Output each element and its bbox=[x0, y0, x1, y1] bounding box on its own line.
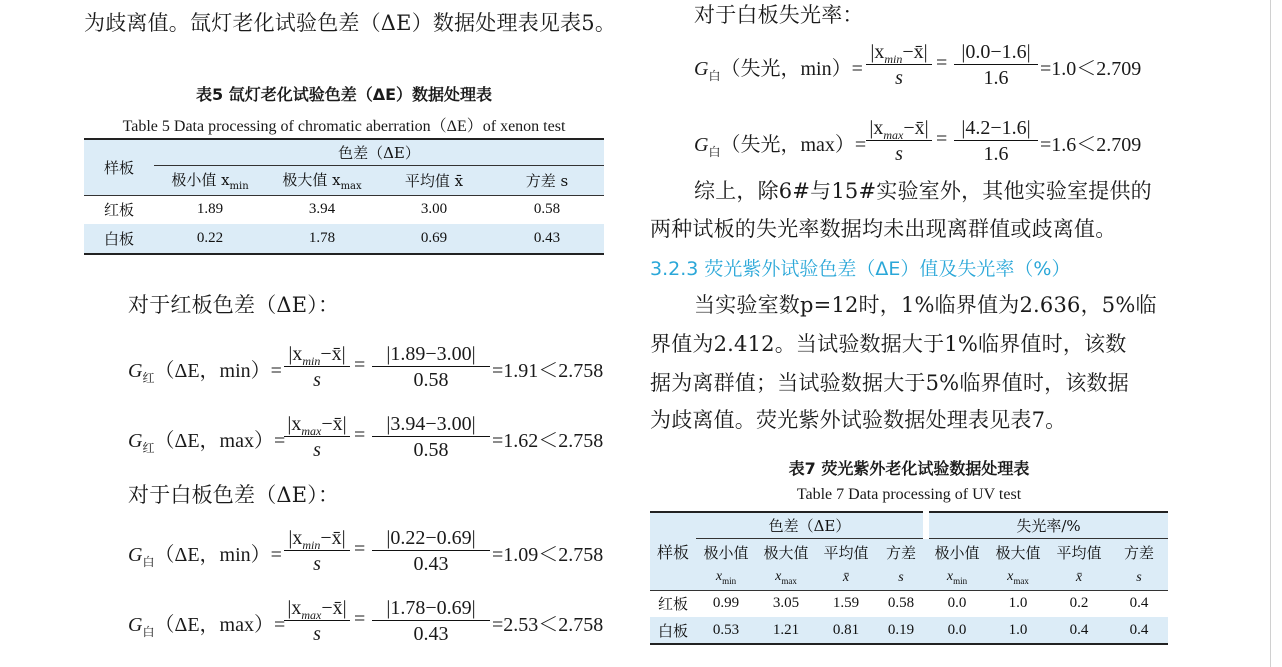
table-cell: 0.0 bbox=[926, 617, 988, 644]
equation-result: =1.6＜2.709 bbox=[1040, 134, 1142, 156]
row-label: 白板 bbox=[84, 224, 154, 254]
table-cell: 0.99 bbox=[712, 595, 740, 612]
equation-lhs: $G_白(\Delta E$，max）= bbox=[128, 614, 286, 639]
table-cell: 1.78 bbox=[266, 224, 378, 254]
equation-lhs: $G_白$（失光，max）= bbox=[694, 134, 867, 159]
table-cell: 0.0 bbox=[947, 595, 967, 612]
table7-subheader: 方差 bbox=[1123, 543, 1154, 562]
equation-fraction-formula: $|x_{min}-x̄|$ s bbox=[284, 342, 350, 392]
equation-fraction-formula: $|x_{max}-x̄|$ s bbox=[284, 412, 350, 462]
equation-white-max: $G_白(\Delta E$，max）= $|x_{max}-x̄|$ s = $\frac{|1.78-0.69|}{0.43}$ =2.53＜2.758 bbox=[128, 597, 604, 645]
white-intro: 对于白板色差（ΔE）： bbox=[128, 483, 340, 507]
table-cell: 0.58 bbox=[887, 595, 915, 612]
table7-subheader: 极小值 bbox=[934, 543, 980, 562]
table-cell: 0.58 bbox=[533, 201, 561, 218]
table7-symbol: $x_{max}$ bbox=[756, 566, 816, 590]
left-paragraph-top: 为歧离值。氙灯老化试验色差（ΔE）数据处理表见表5。 bbox=[84, 11, 617, 35]
table7-caption-en: Table 7 Data processing of UV test bbox=[796, 486, 1022, 503]
row-label: 红板 bbox=[657, 595, 688, 614]
table-cell: 3.94 bbox=[308, 201, 336, 218]
table7-symbol: s bbox=[876, 566, 926, 590]
equation-fraction-values: $\frac{|1.78-0.69|}{0.43}$ bbox=[372, 596, 490, 646]
equation-fraction-values: $\frac{|0.22-0.69|}{0.43}$ bbox=[372, 526, 490, 576]
table-cell: 1.0 bbox=[1008, 595, 1028, 612]
body-line-2: 界值为2.412。当试验数据大于1%临界值时，该数 bbox=[650, 332, 1127, 356]
table-cell: 0.2 bbox=[1069, 595, 1089, 612]
summary-line-1: 综上，除6#与15#实验室外，其他实验室提供的 bbox=[694, 179, 1152, 203]
equation-lhs: $G_白(\Delta E$，min）= bbox=[128, 544, 282, 569]
table-cell: 1.89 bbox=[196, 201, 224, 218]
body-line-3: 据为离群值；当试验数据大于5%临界值时，该数据 bbox=[650, 371, 1129, 395]
table-cell: 0.53 bbox=[696, 617, 756, 644]
equation-white-min: $G_白(\Delta E$，min）= $|x_{min}-x̄|$ s = $\frac{|0.22-0.69|}{0.43}$ =1.09＜2.758 bbox=[128, 527, 604, 575]
table7-subheader: 平均值 bbox=[823, 543, 869, 562]
table7-subheader: 极小值 bbox=[703, 543, 749, 562]
body-line-1: 当实验室数p=12时，1%临界值为2.636，5%临 bbox=[694, 293, 1157, 317]
table7-subheader: 极大值 bbox=[763, 543, 809, 562]
equation-lhs: $G_白$（失光，min）= bbox=[694, 58, 863, 83]
table5-header-group: 色差（ΔE） bbox=[154, 139, 604, 165]
right-paragraph-top: 对于白板失光率： bbox=[694, 3, 864, 27]
table7-symbol: x̄ bbox=[1048, 566, 1110, 590]
equation-fraction-formula: $|x_{min}-x̄|$ s bbox=[284, 526, 350, 576]
equation-fraction-values: $\frac{|0.0-1.6|}{1.6}$ bbox=[954, 40, 1038, 90]
red-intro: 对于红板色差（ΔE）： bbox=[128, 293, 340, 317]
equation-red-max: $G_红(\Delta E$，max）= $|x_{max}-x̄|$ s = $\frac{|3.94-3.00|}{0.58}$ =1.62＜2.758 bbox=[128, 413, 604, 461]
equation-red-min: $G_红(\Delta E$，min）= $|x_{min}-x̄|$ s = $\frac{|1.89-3.00|}{0.58}$ =1.91＜2.758 bbox=[128, 343, 604, 391]
equation-fraction-formula: $|x_{max}-x̄|$ s bbox=[866, 116, 932, 166]
table-cell: 1.0 bbox=[988, 617, 1048, 644]
equation-result: =2.53＜2.758 bbox=[492, 614, 604, 636]
table-cell: 0.81 bbox=[816, 617, 876, 644]
table7-symbol: s bbox=[1110, 566, 1168, 590]
row-label: 白板 bbox=[650, 617, 696, 644]
table7-symbol: $x_{min}$ bbox=[926, 566, 988, 590]
equation-fraction-formula: $|x_{max}-x̄|$ s bbox=[284, 596, 350, 646]
equation-lhs: $G_红(\Delta E$，min）= bbox=[128, 360, 282, 385]
table7-header-group-gloss: 失光率/% bbox=[926, 512, 1168, 538]
table5-subheader: 平均值 x̄ bbox=[378, 165, 490, 195]
table-row bbox=[650, 590, 1168, 617]
table7-caption-cn: 表7 荧光紫外老化试验数据处理表 bbox=[788, 459, 1030, 478]
equation-gloss-max: $G_白$（失光，max）= $|x_{max}-x̄|$ s = $\frac{|4.2-1.6|}{1.6}$ =1.6＜2.709 bbox=[694, 117, 1142, 165]
table5-header-sample: 样板 bbox=[84, 139, 154, 195]
equation-result: =1.0＜2.709 bbox=[1040, 58, 1142, 80]
table-cell: 0.69 bbox=[378, 224, 490, 254]
table-cell: 0.19 bbox=[876, 617, 926, 644]
body-line-4: 为歧离值。荧光紫外试验数据处理表见表7。 bbox=[650, 408, 1067, 432]
table5-subheader: 方差 s bbox=[490, 165, 604, 195]
table-cell: 0.22 bbox=[154, 224, 266, 254]
row-label: 红板 bbox=[103, 201, 134, 220]
table5-subheader: 极大值 $x_{max}$ bbox=[266, 165, 378, 195]
table-row bbox=[84, 195, 604, 224]
equation-fraction-values: $\frac{|1.89-3.00|}{0.58}$ bbox=[372, 342, 490, 392]
equation-gloss-min: $G_白$（失光，min）= $|x_{min}-x̄|$ s = $\frac{|0.0-1.6|}{1.6}$ =1.0＜2.709 bbox=[694, 41, 1142, 89]
table7 bbox=[650, 511, 1168, 645]
summary-line-2: 两种试板的失光率数据均未出现离群值或歧离值。 bbox=[650, 217, 1117, 241]
equation-result: =1.09＜2.758 bbox=[492, 544, 604, 566]
table7-header-group-color: 色差（ΔE） bbox=[696, 512, 926, 538]
equation-fraction-values: $\frac{|3.94-3.00|}{0.58}$ bbox=[372, 412, 490, 462]
table5 bbox=[84, 138, 604, 255]
equation-fraction-values: $\frac{|4.2-1.6|}{1.6}$ bbox=[954, 116, 1038, 166]
page-edge-scrollbar[interactable] bbox=[1270, 0, 1282, 667]
table-cell: 0.4 bbox=[1048, 617, 1110, 644]
table7-subheader: 平均值 bbox=[1056, 543, 1102, 562]
table7-symbol: $x_{min}$ bbox=[696, 566, 756, 590]
equation-lhs: $G_红(\Delta E$，max）= bbox=[128, 430, 286, 455]
table7-subheader: 方差 bbox=[885, 543, 916, 562]
table7-header-sample: 样板 bbox=[650, 512, 696, 590]
table-cell: 1.21 bbox=[756, 617, 816, 644]
table-row bbox=[650, 617, 1168, 644]
table-cell: 3.00 bbox=[420, 201, 448, 218]
table-cell: 0.43 bbox=[490, 224, 604, 254]
table-cell: 3.05 bbox=[772, 595, 800, 612]
equation-fraction-formula: $|x_{min}-x̄|$ s bbox=[866, 40, 932, 90]
table-row bbox=[84, 224, 604, 254]
table-cell: 0.4 bbox=[1110, 617, 1168, 644]
table7-subheader: 极大值 bbox=[995, 543, 1041, 562]
table-cell: 1.59 bbox=[832, 595, 860, 612]
equation-result: =1.62＜2.758 bbox=[492, 430, 604, 452]
table5-caption-cn: 表5 氙灯老化试验色差（ΔE）数据处理表 bbox=[195, 85, 493, 104]
table5-caption-en: Table 5 Data processing of chromatic aberration（ΔE）of xenon test bbox=[122, 118, 566, 135]
table5-subheader: 极小值 $x_{min}$ bbox=[154, 165, 266, 195]
table-cell: 0.4 bbox=[1129, 595, 1149, 612]
table7-symbol: x̄ bbox=[816, 566, 876, 590]
section-heading-3-2-3: 3.2.3 荧光紫外试验色差（ΔE）值及失光率（%） bbox=[650, 258, 1071, 280]
equation-result: =1.91＜2.758 bbox=[492, 360, 604, 382]
table7-symbol: $x_{max}$ bbox=[988, 566, 1048, 590]
